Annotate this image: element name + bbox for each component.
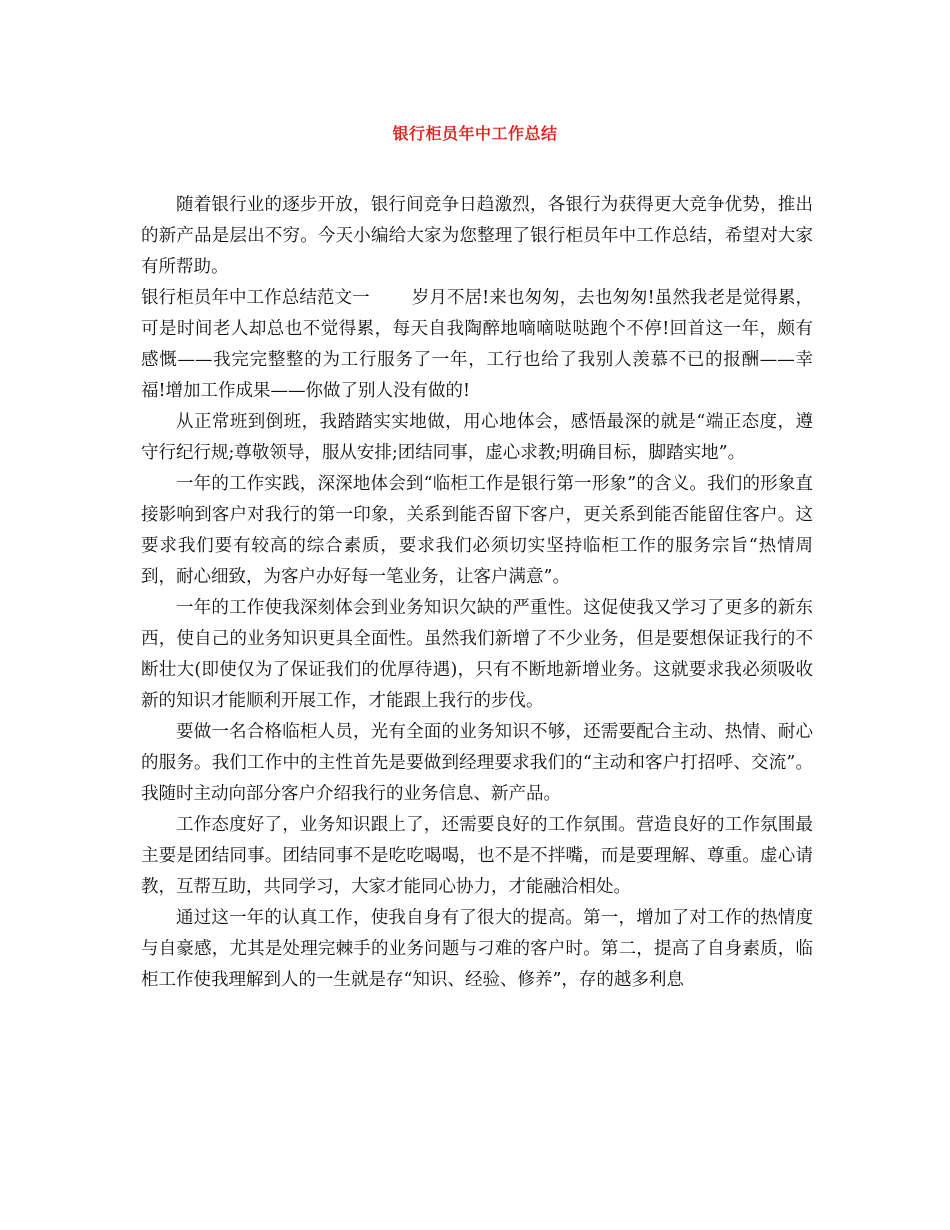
paragraph: 一年的工作使我深刻体会到业务知识欠缺的严重性。这促使我又学习了更多的新东西，使自己的业务知识更具全面性。虽然我们新增了不少业务，但是要想保证我行的不断壮大(即使仅为了保证我们的优厚待遇)，只有不断地新增业务。这就要求我必须吸收新的知识才能顺利开展工作，才能跟上我行的步伐。	[141, 598, 813, 711]
section-first-text: 岁月不居!来也匆匆，去也匆匆!虽然我老是觉得累，可是时间老人却总也不觉得累，每天自我陶醉地嘀嘀哒哒跑个不停!回首这一年，颇有感慨——我完完整整的为工行服务了一年，工行也给了我别人羡慕不已的报酬——幸福!增加工作成果——你做了别人没有做的!	[141, 288, 813, 401]
section-first-paragraph	[141, 283, 813, 407]
paragraph: 从正常班到倒班，我踏踏实实地做，用心地体会，感悟最深的就是“端正态度，遵守行纪行规;尊敬领导，服从安排;团结同事，虚心求教;明确目标，脚踏实地”。	[141, 412, 813, 463]
paragraph: 要做一名合格临柜人员，光有全面的业务知识不够，还需要配合主动、热情、耐心的服务。我们工作中的主性首先是要做到经理要求我们的“主动和客户打招呼、交流”。我随时主动向部分客户介绍我行的业务信息、新产品。	[141, 722, 813, 804]
section-heading: 银行柜员年中工作总结范文一	[141, 288, 370, 308]
paragraph: 一年的工作实践，深深地体会到“临柜工作是银行第一形象”的含义。我们的形象直接影响到客户对我行的第一印象，关系到能否留下客户，更关系到能否能留住客户。这要求我们要有较高的综合素质，要求我们必须切实坚持临柜工作的服务宗旨“热情周到，耐心细致，为客户办好每一笔业务，让客户满意”。	[141, 474, 813, 587]
document-title: 银行柜员年中工作总结	[392, 124, 558, 143]
paragraph: 通过这一年的认真工作，使我自身有了很大的提高。第一，增加了对工作的热情度与自豪感，尤其是处理完棘手的业务问题与刁难的客户时。第二，提高了自身素质，临柜工作使我理解到人的一生就是存“知识、经验、修养”，存的越多利息	[141, 908, 813, 990]
intro-paragraph: 随着银行业的逐步开放，银行间竞争日趋激烈，各银行为获得更大竞争优势，推出的新产品是层出不穷。今天小编给大家为您整理了银行柜员年中工作总结，希望对大家有所帮助。	[141, 195, 813, 277]
paragraph: 工作态度好了，业务知识跟上了，还需要良好的工作氛围。营造良好的工作氛围最主要是团结同事。团结同事不是吃吃喝喝，也不是不拌嘴，而是要理解、尊重。虚心请教，互帮互助，共同学习，大家才能同心协力，才能融洽相处。	[141, 815, 813, 897]
document-body	[141, 190, 813, 996]
